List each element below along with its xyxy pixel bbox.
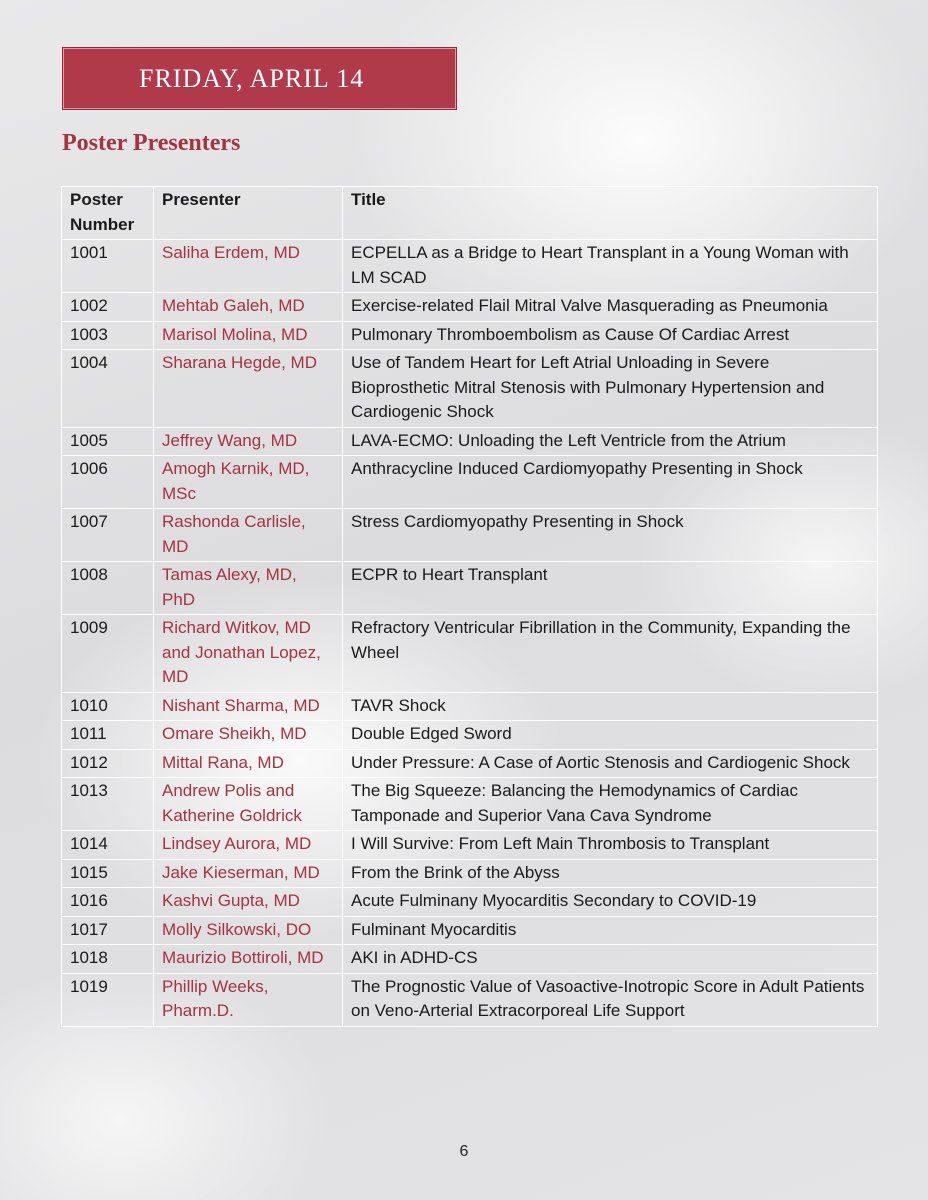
- poster-title: Pulmonary Thromboembolism as Cause Of Cardiac Arrest: [343, 321, 878, 350]
- poster-title: Double Edged Sword: [343, 721, 878, 750]
- table-row: [62, 692, 878, 721]
- poster-number: 1009: [62, 615, 154, 693]
- poster-number: 1015: [62, 859, 154, 888]
- table-row: [62, 749, 878, 778]
- table-row: [62, 456, 878, 509]
- column-header-title: Title: [343, 187, 878, 240]
- poster-number: 1006: [62, 456, 154, 509]
- poster-title: I Will Survive: From Left Main Thrombosis to Transplant: [343, 831, 878, 860]
- column-header-poster-number: Poster Number: [62, 187, 154, 240]
- table-row: [62, 945, 878, 974]
- presenter-name: Nishant Sharma, MD: [154, 692, 343, 721]
- poster-title: From the Brink of the Abyss: [343, 859, 878, 888]
- table-row: [62, 721, 878, 750]
- poster-number: 1003: [62, 321, 154, 350]
- table-row: [62, 973, 878, 1026]
- poster-number: 1019: [62, 973, 154, 1026]
- poster-number: 1016: [62, 888, 154, 917]
- poster-number: 1010: [62, 692, 154, 721]
- table-row: [62, 350, 878, 428]
- poster-title: Fulminant Myocarditis: [343, 916, 878, 945]
- presenter-name: Jake Kieserman, MD: [154, 859, 343, 888]
- table-row: [62, 615, 878, 693]
- poster-title: The Prognostic Value of Vasoactive-Inotropic Score in Adult Patients on Veno-Arterial Extracorporeal Life Support: [343, 973, 878, 1026]
- presenter-name: Phillip Weeks, Pharm.D.: [154, 973, 343, 1026]
- poster-title: Use of Tandem Heart for Left Atrial Unloading in Severe Bioprosthetic Mitral Stenosis with Pulmonary Hypertension and Cardiogenic Shock: [343, 350, 878, 428]
- presenter-name: Lindsey Aurora, MD: [154, 831, 343, 860]
- table-row: [62, 859, 878, 888]
- table-row: [62, 240, 878, 293]
- poster-number: 1018: [62, 945, 154, 974]
- presenter-name: Rashonda Carlisle, MD: [154, 509, 343, 562]
- poster-title: The Big Squeeze: Balancing the Hemodynamics of Cardiac Tamponade and Superior Vana Cava Syndrome: [343, 778, 878, 831]
- poster-title: Exercise-related Flail Mitral Valve Masquerading as Pneumonia: [343, 293, 878, 322]
- presenter-name: Amogh Karnik, MD, MSc: [154, 456, 343, 509]
- poster-number: 1012: [62, 749, 154, 778]
- poster-number: 1005: [62, 427, 154, 456]
- poster-title: Under Pressure: A Case of Aortic Stenosis and Cardiogenic Shock: [343, 749, 878, 778]
- presenter-name: Jeffrey Wang, MD: [154, 427, 343, 456]
- presenter-name: Molly Silkowski, DO: [154, 916, 343, 945]
- poster-title: LAVA-ECMO: Unloading the Left Ventricle from the Atrium: [343, 427, 878, 456]
- poster-title: Anthracycline Induced Cardiomyopathy Presenting in Shock: [343, 456, 878, 509]
- presenter-name: Marisol Molina, MD: [154, 321, 343, 350]
- poster-number: 1011: [62, 721, 154, 750]
- date-banner: [62, 47, 457, 110]
- presenter-name: Tamas Alexy, MD, PhD: [154, 562, 343, 615]
- presenter-name: Andrew Polis and Katherine Goldrick: [154, 778, 343, 831]
- table-row: [62, 509, 878, 562]
- table-row: [62, 778, 878, 831]
- poster-number: 1013: [62, 778, 154, 831]
- poster-table: [61, 186, 878, 1027]
- table-row: [62, 321, 878, 350]
- table-row: [62, 888, 878, 917]
- presenter-name: Omare Sheikh, MD: [154, 721, 343, 750]
- poster-number: 1002: [62, 293, 154, 322]
- poster-title: ECPELLA as a Bridge to Heart Transplant in a Young Woman with LM SCAD: [343, 240, 878, 293]
- section-title: Poster Presenters: [62, 130, 241, 156]
- presenter-name: Maurizio Bottiroli, MD: [154, 945, 343, 974]
- presenter-name: Mehtab Galeh, MD: [154, 293, 343, 322]
- presenter-name: Richard Witkov, MD and Jonathan Lopez, MD: [154, 615, 343, 693]
- poster-number: 1014: [62, 831, 154, 860]
- poster-title: AKI in ADHD-CS: [343, 945, 878, 974]
- presenter-name: Kashvi Gupta, MD: [154, 888, 343, 917]
- presenter-name: Mittal Rana, MD: [154, 749, 343, 778]
- poster-number: 1008: [62, 562, 154, 615]
- poster-number: 1004: [62, 350, 154, 428]
- table-row: [62, 916, 878, 945]
- poster-title: ECPR to Heart Transplant: [343, 562, 878, 615]
- page-number: 6: [459, 1143, 469, 1160]
- table-row: [62, 831, 878, 860]
- column-header-presenter: Presenter: [154, 187, 343, 240]
- poster-number: 1007: [62, 509, 154, 562]
- table-row: [62, 293, 878, 322]
- presenter-name: Sharana Hegde, MD: [154, 350, 343, 428]
- poster-title: Stress Cardiomyopathy Presenting in Shock: [343, 509, 878, 562]
- presenter-name: Saliha Erdem, MD: [154, 240, 343, 293]
- table-row: [62, 562, 878, 615]
- poster-title: Refractory Ventricular Fibrillation in the Community, Expanding the Wheel: [343, 615, 878, 693]
- poster-number: 1001: [62, 240, 154, 293]
- table-row: [62, 427, 878, 456]
- poster-title: Acute Fulminany Myocarditis Secondary to COVID-19: [343, 888, 878, 917]
- date-banner-label: FRIDAY, APRIL 14: [139, 64, 365, 93]
- poster-number: 1017: [62, 916, 154, 945]
- table-header-row: [62, 187, 878, 240]
- poster-title: TAVR Shock: [343, 692, 878, 721]
